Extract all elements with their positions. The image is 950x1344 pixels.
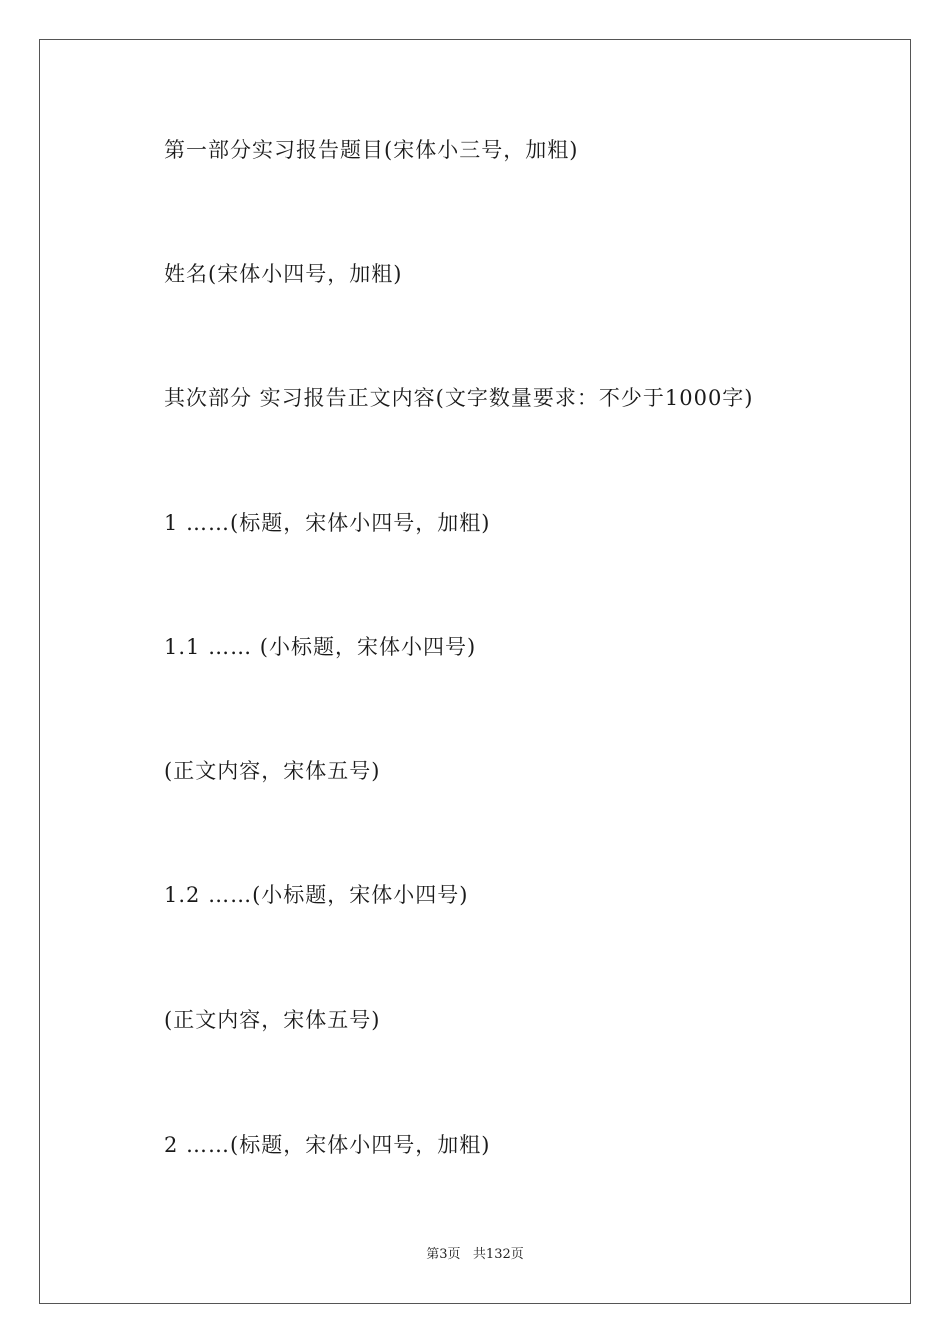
subheading-1-1-instruction: 1.1 …… (小标题，宋体小四号) (164, 635, 477, 659)
body-text-instruction: (正文内容，宋体五号) (164, 759, 381, 783)
heading-1-instruction: 1 ……(标题，宋体小四号，加粗) (164, 511, 491, 535)
subheading-1-2-instruction: 1.2 ……(小标题，宋体小四号) (164, 883, 469, 907)
heading-2-instruction: 2 ……(标题，宋体小四号，加粗) (164, 1133, 491, 1157)
page-number-footer: 第3页 共132页 (426, 1247, 524, 1262)
body-text-instruction: (正文内容，宋体五号) (164, 1008, 381, 1032)
name-instruction: 姓名(宋体小四号，加粗) (164, 262, 403, 286)
report-title-instruction: 第一部分实习报告题目(宋体小三号，加粗) (164, 138, 579, 162)
page-frame (39, 39, 911, 1304)
section-two-heading: 其次部分 实习报告正文内容(文字数量要求：不少于1000字) (164, 386, 754, 410)
